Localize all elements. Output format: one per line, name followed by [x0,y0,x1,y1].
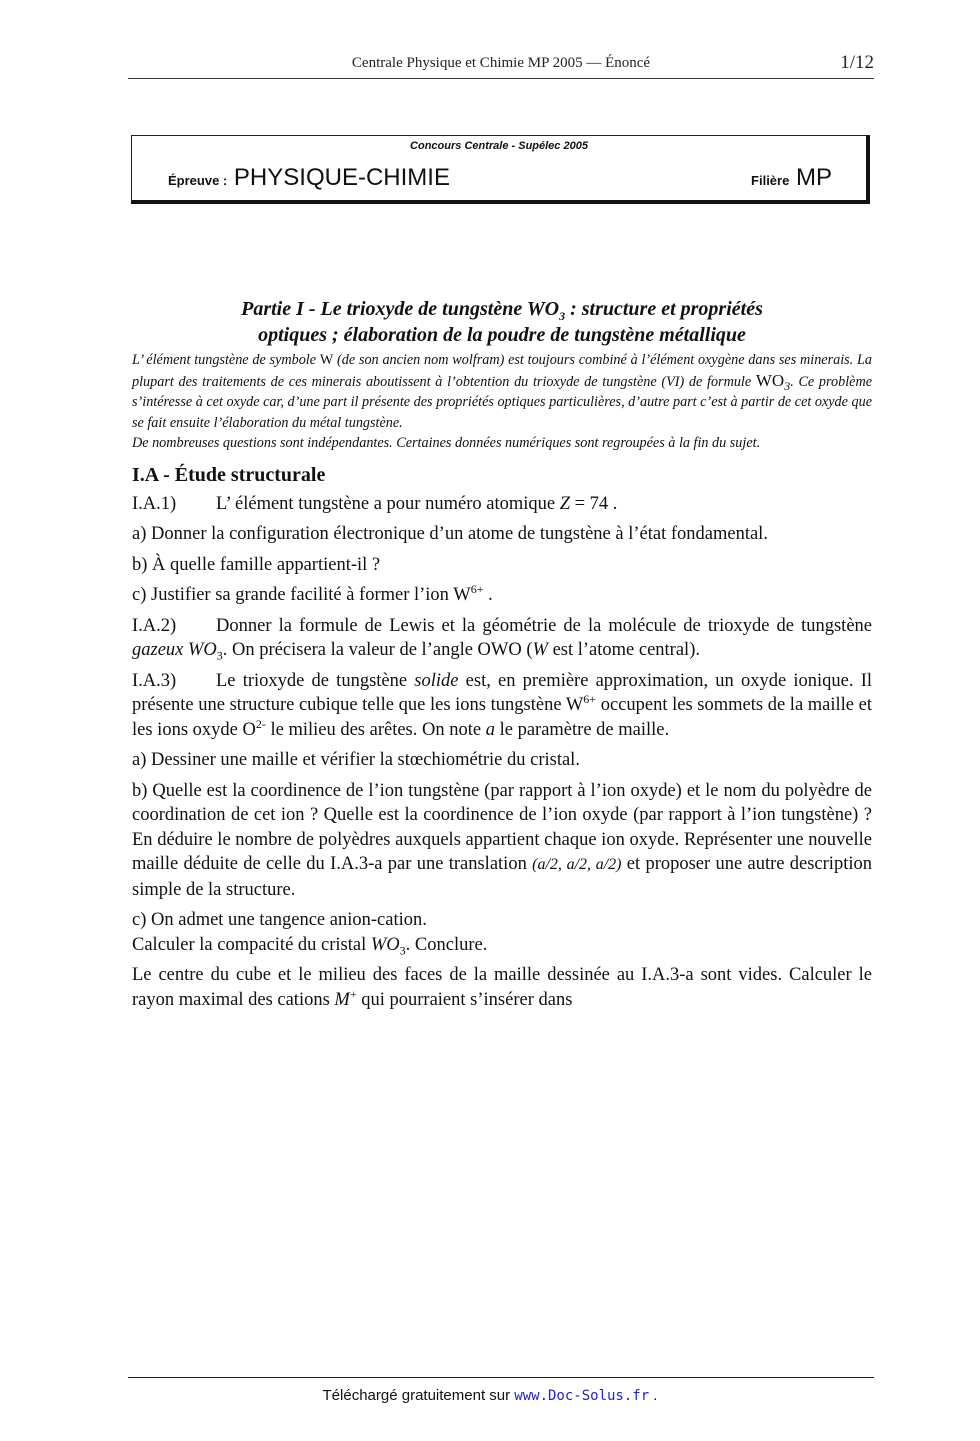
question-text: est, en première approximation, un oxyde ionique. Il présente une structure cubique telle que les ions tungstène W [132,670,872,715]
doc-solus-link[interactable]: www.Doc-Solus.fr [514,1388,650,1404]
charge-superscript: 2- [255,716,266,731]
running-title: Centrale Physique et Chimie MP 2005 — Énoncé [351,55,651,71]
question-IA3-a: a) Dessiner une maille et vérifier la stœchiométrie du cristal. [132,750,580,770]
filiere-label: Filière [751,173,790,188]
part-title-text: : structure et propriétés [565,298,763,320]
math-var: Z [559,493,570,514]
question-number: I.A.2) [132,615,177,636]
running-header [128,52,874,79]
part-title-text: optiques ; élaboration de la poudre de tungstène métallique [258,324,746,346]
question-text: b) Quelle est la coordinence de l’ion tungstène (par rapport à l’ion oxyde) et le nom du polyèdre de coordination de cet ion ? Quelle est la coordinence de l’ion oxyde (par rapport à l’ion tungstène) ? En déduire le nombre de polyèdres auxquels appartient chaque ion oxyde. Représenter une nouvelle maille déduite de celle du I.A.3-a par une translation [132,780,872,874]
math-var: a [485,719,495,740]
filiere [751,164,832,192]
math-expression: (a/2, a/2, a/2) [532,856,622,873]
formula: WO [188,640,217,660]
footer-text: Téléchargé gratuitement sur [322,1387,515,1404]
question-number: I.A.3) [132,670,177,691]
question-IA3-c-line1: c) On admet une tangence anion-cation. [132,910,427,930]
formula: WO [755,370,785,390]
charge-superscript: 6+ [470,581,484,596]
emphasis: gazeux [132,640,184,660]
question-text: . [483,585,493,605]
formula-subscript: 3 [216,648,223,663]
question-IA1 [132,492,872,517]
formula-subscript: 3 [399,943,406,958]
question-text: le paramètre de maille. [494,719,670,740]
epreuve-label: Épreuve : [168,173,228,188]
question-text: occupent les sommets de la maille et les ions oxyde O [132,695,872,740]
question-text: qui pourraient s’insérer dans [356,989,573,1010]
exam-header-box [131,135,870,204]
intro-paragraph [132,350,872,433]
math-var: W [532,640,548,660]
formula: WO [370,934,400,955]
part-title-text: Partie I - Le trioxyde de tungstène [241,298,527,320]
question-text: L’ élément tungstène a pour numéro atomique [216,493,560,514]
part-title [132,296,872,348]
question-text: Le centre du cube et le milieu des faces de la maille dessinée au I.A.3-a sont vides. Calculer le rayon maximal des cations [132,965,872,1010]
intro-text: L’ élément tungstène de symbole [132,352,320,368]
question-IA1-a: a) Donner la configuration électronique d’un atome de tungstène à l’état fondamental. [132,524,768,544]
concours-label: Concours Centrale - Supélec 2005 [410,140,588,152]
question-text: est l’atome central). [547,640,700,660]
symbol: W [319,352,334,368]
intro-text: (de son ancien nom wolfram) est toujours combiné à l’élément oxygène dans ses minerais. La plupart des traitements de ces minerais aboutissent à l’obtention du trioxyde de tungstène (VI) de formule [132,352,872,390]
epreuve-value: PHYSIQUE-CHIMIE [233,164,450,191]
question-text: . On précisera la valeur de l’angle OWO ( [222,640,533,660]
question-text: c) Justifier sa grande facilité à former l’ion W [132,585,471,605]
question-text: Le trioxyde de tungstène [216,670,415,691]
question-text: le milieu des arêtes. On note [265,719,486,740]
formula-subscript: 3 [784,378,791,393]
filiere-value: MP [796,164,832,191]
question-IA3-b [132,779,872,903]
intro-text: . Ce problème s’intéresse à cet oxyde car, d’une part il présente des propriétés optiques particulières, d’autre part c’est à partir de cet oxyde que se fait ensuite l’élaboration du métal tungstène. [132,373,872,431]
footer-rule [128,1377,874,1378]
formula: WO [526,298,560,320]
page-number: 1/12 [840,52,874,73]
charge-superscript: 6+ [583,691,597,706]
question-text: = 74 . [570,493,618,514]
question-IA1-c [132,583,872,608]
footer-text: . [649,1387,658,1404]
question-text: et proposer une autre description simple de la structure. [132,854,872,900]
formula-subscript: 3 [559,309,566,323]
question-IA3-d [132,963,872,1012]
question-number: I.A.1) [132,493,177,514]
question-IA2 [132,614,872,663]
question-IA3 [132,669,872,743]
question-text: . Conclure. [405,934,488,955]
intro-note: De nombreuses questions sont indépendantes. Certaines données numériques sont regroupées à la fin du sujet. [132,435,761,451]
question-IA1-b: b) À quelle famille appartient-il ? [132,554,381,575]
question-text: Donner la formule de Lewis et la géométrie de la molécule de trioxyde de tungstène [216,615,872,636]
epreuve [168,164,450,192]
footer [0,1387,980,1404]
emphasis: solide [414,670,459,691]
section-title: I.A - Étude structurale [132,463,326,486]
math-var: M [334,989,350,1010]
charge-superscript: + [349,986,357,1001]
question-text: Calculer la compacité du cristal [132,934,371,955]
document-body [132,296,872,1018]
question-IA3-c-line2 [132,933,872,958]
